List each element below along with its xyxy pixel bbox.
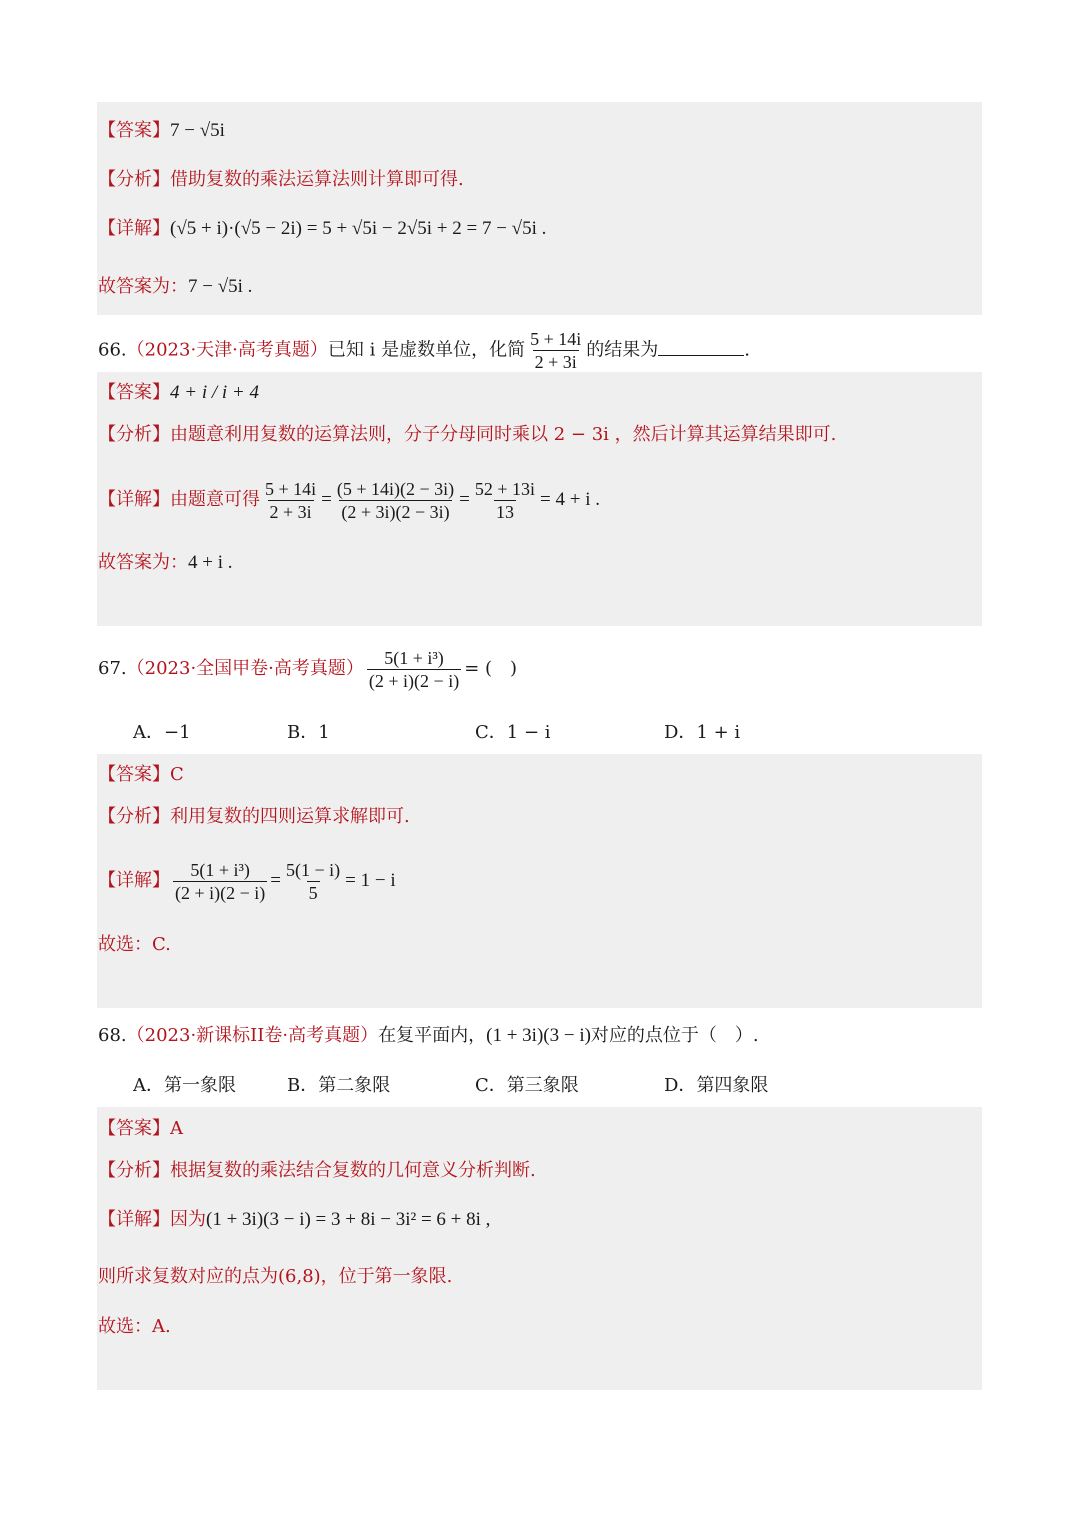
fraction-numerator: (5 + 14i)(2 − 3i) (336, 478, 455, 499)
question-source: （2023·全国甲卷·高考真题） (126, 658, 364, 679)
fraction-numerator: 5(1 + i³) (190, 859, 250, 880)
detail-fraction-1 (173, 859, 267, 904)
q65-final-line (98, 275, 252, 299)
option-text: 第一象限 (164, 1075, 236, 1096)
q66-analysis-line (98, 423, 836, 447)
equals-sign: = (321, 489, 332, 510)
answer-tag: 【答案】 (98, 764, 170, 785)
q67-option-d[interactable] (664, 721, 740, 745)
analysis-text: 利用复数的四则运算求解即可. (170, 806, 410, 827)
fraction-denominator: 13 (495, 501, 514, 522)
fraction-numerator: 5 + 14i (265, 478, 317, 499)
stem-text: 的结果为 (586, 339, 659, 361)
q68-answer-line (98, 1117, 183, 1141)
option-text: 1 (318, 722, 330, 743)
detail-result: = 4 + i . (540, 489, 600, 510)
answer-value: A (170, 1118, 183, 1139)
answer-tag: 【答案】 (98, 382, 170, 403)
q67-answer-line (98, 763, 184, 787)
option-letter: C． (475, 1075, 507, 1096)
detail-fraction-3 (473, 478, 537, 523)
option-letter: D． (664, 1075, 697, 1096)
option-text: 第三象限 (506, 1075, 579, 1096)
stem-expression: (1 + 3i)(3 − i) (486, 1025, 591, 1046)
q65-detail-line (98, 217, 546, 241)
q68-detail-line (98, 1208, 490, 1232)
q67-option-a[interactable] (133, 721, 191, 745)
q68-stem (98, 1024, 759, 1048)
detail-fraction-1 (263, 478, 318, 523)
option-text: 1 + i (696, 722, 741, 743)
q66-answer-line (98, 381, 259, 405)
final-prefix: 故答案为： (98, 276, 188, 297)
question-number: 66. (98, 339, 127, 361)
q68-final-line (98, 1315, 171, 1339)
detail-expression: (1 + 3i)(3 − i) = 3 + 8i − 3i² = 6 + 8i , (206, 1209, 491, 1230)
stem-text: 对应的点位于（ ）. (590, 1025, 759, 1046)
answer-value: 4 + i / i + 4 (170, 382, 259, 403)
q68-analysis-line (98, 1159, 536, 1183)
detail-fraction-2 (335, 478, 456, 523)
question-number: 67. (98, 658, 127, 679)
option-letter: A． (133, 1075, 164, 1096)
analysis-tag: 【分析】 (98, 169, 170, 190)
fraction-denominator: (2 + i)(2 − i) (175, 882, 266, 903)
option-text: 第二象限 (318, 1075, 391, 1096)
detail-tag: 【详解】 (98, 1209, 170, 1230)
detail-tag: 【详解】 (98, 870, 170, 891)
answer-tag: 【答案】 (98, 120, 170, 141)
final-text: 故选：C. (98, 934, 171, 955)
q68-option-d[interactable] (664, 1074, 768, 1098)
question-number: 68. (98, 1025, 127, 1046)
q67-option-b[interactable] (287, 721, 330, 745)
stem-fraction (528, 328, 583, 373)
option-letter: A． (133, 722, 164, 743)
final-value: 4 + i . (188, 552, 233, 573)
detail-tag: 【详解】 (98, 218, 170, 239)
option-letter: D． (664, 722, 697, 743)
final-prefix: 故答案为： (98, 552, 188, 573)
fraction-numerator: 52 + 13i (474, 478, 536, 499)
q67-stem (98, 643, 517, 695)
q65-answer-line (98, 119, 225, 143)
equals-sign: = (459, 489, 470, 510)
option-letter: B． (287, 722, 319, 743)
fraction-numerator: 5 + 14i (530, 329, 582, 349)
option-text: 第四象限 (696, 1075, 769, 1096)
analysis-text: 根据复数的乘法结合复数的几何意义分析判断. (170, 1160, 536, 1181)
option-letter: B． (287, 1075, 319, 1096)
point-text: 则所求复数对应的点为(6,8)，位于第一象限. (98, 1266, 453, 1287)
q68-option-c[interactable] (475, 1074, 579, 1098)
final-text: 故选：A. (98, 1316, 171, 1337)
stem-end: . (744, 339, 750, 361)
q68-option-b[interactable] (287, 1074, 390, 1098)
question-source: （2023·天津·高考真题） (126, 339, 328, 361)
fraction-denominator: (2 + 3i)(2 − 3i) (341, 501, 450, 522)
stem-fraction (367, 647, 461, 692)
answer-tag: 【答案】 (98, 1118, 170, 1139)
analysis-text: 借助复数的乘法运算法则计算即可得. (170, 169, 464, 190)
analysis-tag: 【分析】 (98, 424, 170, 445)
fraction-denominator: 2 + 3i (269, 501, 312, 522)
answer-value: 7 − √5i (170, 120, 225, 141)
stem-text: 在复平面内， (378, 1025, 487, 1046)
option-text: −1 (164, 722, 191, 743)
q67-detail-line (98, 855, 396, 907)
option-text: 1 − i (506, 722, 551, 743)
analysis-tag: 【分析】 (98, 806, 170, 827)
q66-detail-line (98, 474, 600, 526)
fraction-denominator: (2 + i)(2 − i) (368, 670, 460, 691)
answer-blank (658, 339, 744, 356)
q67-final-line (98, 933, 171, 957)
detail-expression: (√5 + i)·(√5 − 2i) = 5 + √5i − 2√5i + 2 = 7 − √5i . (170, 218, 547, 239)
fraction-denominator: 2 + 3i (534, 352, 577, 372)
detail-tag: 【详解】 (98, 489, 170, 510)
q67-analysis-line (98, 805, 410, 829)
equals-sign: = (270, 870, 281, 891)
q66-final-line (98, 551, 233, 575)
q67-option-c[interactable] (475, 721, 551, 745)
question-source: （2023·新课标II卷·高考真题） (126, 1025, 379, 1046)
detail-fraction-2 (284, 859, 342, 904)
detail-lead: 因为 (170, 1209, 206, 1230)
fraction-numerator: 5(1 + i³) (384, 647, 444, 668)
q68-solution-box (97, 1107, 982, 1390)
q68-point-line (98, 1265, 452, 1289)
q66-stem (98, 328, 750, 373)
q65-analysis-line (98, 168, 464, 192)
stem-text: 已知 i 是虚数单位，化简 (327, 339, 526, 361)
analysis-text: 由题意利用复数的运算法则，分子分母同时乘以 2 − 3i ，然后计算其运算结果即可. (170, 424, 837, 445)
detail-lead: 由题意可得 (170, 489, 260, 510)
analysis-tag: 【分析】 (98, 1160, 170, 1181)
answer-value: C (170, 764, 184, 785)
detail-result: = 1 − i (345, 870, 396, 891)
fraction-numerator: 5(1 − i) (286, 859, 341, 880)
option-letter: C． (475, 722, 507, 743)
stem-end: = ( ) (464, 658, 518, 679)
final-value: 7 − √5i . (188, 276, 253, 297)
fraction-denominator: 5 (308, 882, 318, 903)
q68-option-a[interactable] (133, 1074, 236, 1098)
